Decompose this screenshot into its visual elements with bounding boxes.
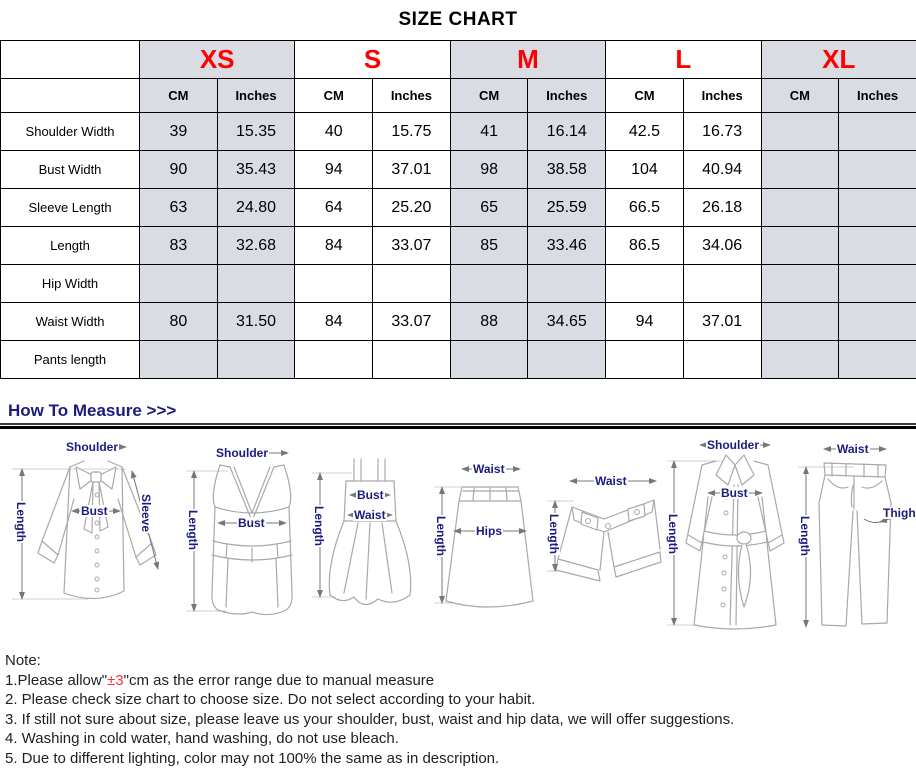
value-cell [217, 265, 295, 303]
table-row [1, 189, 916, 227]
unit-header-xs-cm: CM [140, 79, 218, 113]
value-cell [761, 265, 839, 303]
value-cell: 38.58 [528, 151, 606, 189]
measure-label-shoulder: Shoulder [706, 439, 760, 451]
value-cell [450, 341, 528, 379]
table-row [1, 113, 916, 151]
measure-label-length: Length [15, 501, 27, 543]
measure-label-bust: Bust [720, 487, 749, 499]
unit-header-xs-inches: Inches [217, 79, 295, 113]
value-cell: 34.65 [528, 303, 606, 341]
value-cell [761, 113, 839, 151]
value-cell: 84 [295, 303, 373, 341]
value-cell [839, 303, 916, 341]
value-cell: 85 [450, 227, 528, 265]
size-header-l: L [606, 41, 761, 79]
value-cell: 84 [295, 227, 373, 265]
value-cell [761, 303, 839, 341]
value-cell: 41 [450, 113, 528, 151]
value-cell: 40 [295, 113, 373, 151]
measure-label-length: Length [799, 515, 811, 557]
measure-label-shoulder: Shoulder [215, 447, 269, 459]
coat-line-art [664, 435, 789, 635]
row-label: Hip Width [1, 265, 140, 303]
unit-header-s-cm: CM [295, 79, 373, 113]
row-label: Pants length [1, 341, 140, 379]
value-cell: 64 [295, 189, 373, 227]
value-cell [839, 265, 916, 303]
value-cell: 63 [140, 189, 218, 227]
row-label: Bust Width [1, 151, 140, 189]
value-cell [295, 265, 373, 303]
value-cell [140, 341, 218, 379]
note-item-3: 3. If still not sure about size, please leave us your shoulder, bust, waist and hip data, we will offer suggestions. [5, 710, 916, 730]
note-item-1: 1.Please allow"±3"cm as the error range due to manual measure [5, 671, 916, 691]
value-cell: 37.01 [683, 303, 761, 341]
value-cell [528, 265, 606, 303]
value-cell: 25.59 [528, 189, 606, 227]
value-cell: 16.14 [528, 113, 606, 151]
value-cell [839, 151, 916, 189]
value-cell: 39 [140, 113, 218, 151]
value-cell [606, 265, 684, 303]
table-corner-cell [1, 79, 140, 113]
measure-label-length: Length [187, 509, 199, 551]
row-label: Sleeve Length [1, 189, 140, 227]
table-corner-cell [1, 41, 140, 79]
tank-top-line-art [182, 443, 302, 633]
measure-label-length: Length [548, 513, 560, 555]
measure-label-waist: Waist [472, 463, 506, 475]
unit-header-m-cm: CM [450, 79, 528, 113]
note-item-5: 5. Due to different lighting, color may not 100% the same as in description. [5, 749, 916, 768]
value-cell [140, 265, 218, 303]
size-header-m: M [450, 41, 605, 79]
value-cell [839, 341, 916, 379]
measure-label-bust: Bust [237, 517, 266, 529]
size-table-head [1, 41, 916, 113]
value-cell: 16.73 [683, 113, 761, 151]
value-cell [839, 189, 916, 227]
value-cell: 33.46 [528, 227, 606, 265]
value-cell: 25.20 [373, 189, 451, 227]
value-cell: 37.01 [373, 151, 451, 189]
measure-diagrams [0, 429, 916, 641]
note-item-4: 4. Washing in cold water, hand washing, do not use bleach. [5, 729, 916, 749]
size-chart-page [0, 8, 916, 761]
size-table [0, 40, 916, 379]
diagram-blouse [8, 435, 173, 635]
value-cell: 34.06 [683, 227, 761, 265]
value-cell [295, 341, 373, 379]
notes-heading: Note: [5, 651, 916, 671]
size-header-xl: XL [761, 41, 916, 79]
value-cell: 33.07 [373, 227, 451, 265]
value-cell: 32.68 [217, 227, 295, 265]
measure-label-bust: Bust [80, 505, 109, 517]
unit-header-xl-cm: CM [761, 79, 839, 113]
size-header-s: S [295, 41, 450, 79]
row-label: Length [1, 227, 140, 265]
measure-label-waist: Waist [594, 475, 628, 487]
blouse-line-art [8, 435, 173, 635]
value-cell: 86.5 [606, 227, 684, 265]
value-cell: 66.5 [606, 189, 684, 227]
notes-section [5, 651, 916, 768]
size-header-row [1, 41, 916, 79]
value-cell [761, 189, 839, 227]
how-to-measure-heading: How To Measure >>> [8, 401, 916, 421]
value-cell: 31.50 [217, 303, 295, 341]
value-cell [450, 265, 528, 303]
unit-header-l-cm: CM [606, 79, 684, 113]
table-row [1, 227, 916, 265]
value-cell [606, 341, 684, 379]
value-cell [761, 151, 839, 189]
table-row [1, 341, 916, 379]
value-cell: 65 [450, 189, 528, 227]
measure-label-sleeve: Sleeve [140, 493, 152, 533]
value-cell: 24.80 [217, 189, 295, 227]
value-cell: 26.18 [683, 189, 761, 227]
value-cell: 90 [140, 151, 218, 189]
value-cell [528, 341, 606, 379]
value-cell: 88 [450, 303, 528, 341]
measure-label-bust: Bust [356, 489, 385, 501]
divider-line-thin [0, 423, 916, 425]
table-row [1, 303, 916, 341]
value-cell: 94 [606, 303, 684, 341]
measure-label-length: Length [313, 505, 325, 547]
value-cell: 40.94 [683, 151, 761, 189]
table-row [1, 151, 916, 189]
value-cell [217, 341, 295, 379]
size-table-body [1, 113, 916, 379]
diagram-skirt [432, 457, 537, 627]
note-item-2: 2. Please check size chart to choose size. Do not select according to your habit. [5, 690, 916, 710]
row-label: Shoulder Width [1, 113, 140, 151]
unit-header-xl-inches: Inches [839, 79, 916, 113]
measure-label-waist: Waist [836, 443, 870, 455]
unit-header-l-inches: Inches [683, 79, 761, 113]
value-cell: 83 [140, 227, 218, 265]
value-cell: 35.43 [217, 151, 295, 189]
unit-header-s-inches: Inches [373, 79, 451, 113]
diagram-pants [792, 439, 916, 635]
diagram-shorts [542, 467, 662, 607]
measure-label-length: Length [667, 513, 679, 555]
unit-header-row [1, 79, 916, 113]
measure-label-thigh: Thigh [882, 507, 916, 519]
value-cell: 15.75 [373, 113, 451, 151]
value-cell: 15.35 [217, 113, 295, 151]
diagram-tank-top [182, 443, 302, 633]
value-cell: 33.07 [373, 303, 451, 341]
table-row [1, 265, 916, 303]
value-cell: 98 [450, 151, 528, 189]
error-range-value: ±3 [107, 672, 124, 689]
value-cell: 42.5 [606, 113, 684, 151]
value-cell: 94 [295, 151, 373, 189]
page-title: SIZE CHART [0, 8, 916, 32]
value-cell [761, 341, 839, 379]
diagram-coat [664, 435, 789, 635]
value-cell [761, 227, 839, 265]
value-cell [683, 341, 761, 379]
value-cell [373, 265, 451, 303]
measure-label-shoulder: Shoulder [65, 441, 119, 453]
value-cell: 80 [140, 303, 218, 341]
diagram-dress [308, 447, 418, 637]
unit-header-m-inches: Inches [528, 79, 606, 113]
measure-label-hips: Hips [475, 525, 503, 537]
measure-label-length: Length [435, 515, 447, 557]
value-cell [373, 341, 451, 379]
measure-label-waist: Waist [353, 509, 387, 521]
size-header-xs: XS [140, 41, 295, 79]
value-cell: 104 [606, 151, 684, 189]
value-cell [683, 265, 761, 303]
value-cell [839, 113, 916, 151]
row-label: Waist Width [1, 303, 140, 341]
value-cell [839, 227, 916, 265]
